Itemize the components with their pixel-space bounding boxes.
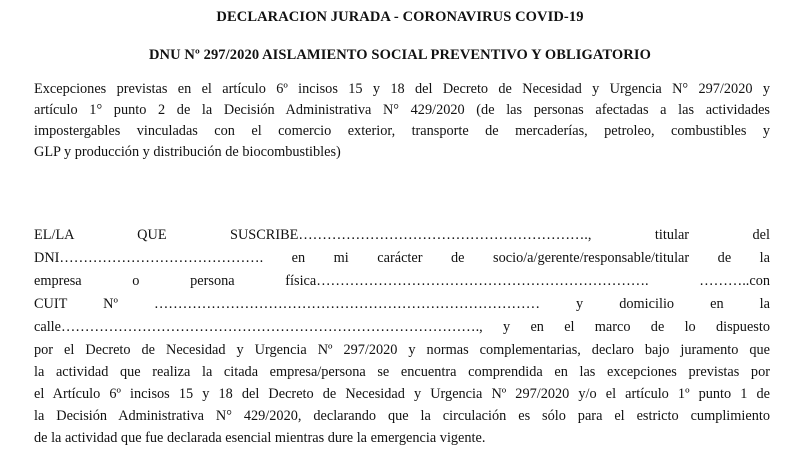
exceptions-paragraph (34, 79, 770, 163)
form-line: la actividad que realiza la citada empresa/persona se encuentra comprendida en las excepciones previstas por (34, 364, 770, 380)
form-line: la Decisión Administrativa N° 429/2020, declarando que la circulación es sólo para el estricto cumplimiento (34, 408, 770, 424)
document-title: DECLARACION JURADA - CORONAVIRUS COVID-19 (216, 9, 584, 25)
form-line: por el Decreto de Necesidad y Urgencia Nº 297/2020 y normas complementarias, declaro bajo juramento que (34, 342, 770, 358)
form-line: de la actividad que fue declarada esencial mientras dure la emergencia vigente. (34, 430, 486, 446)
intro-line: Excepciones previstas en el artículo 6º incisos 15 y 18 del Decreto de Necesidad y Urgencia N° 297/2020 y (34, 81, 770, 97)
form-line-signer: EL/LA QUE SUSCRIBE……………………………………………………., titular del (34, 227, 770, 243)
form-line-cuit: CUIT Nº ……………………………………………………………………… y domicilio en la (34, 296, 770, 312)
form-line-company: empresa o persona física……………………………………………………………. ………..con (34, 273, 770, 289)
form-line-street: calle……………………………………………………………………………., y en el marco de lo dispuesto (34, 319, 770, 335)
form-line-dni: DNI……………………………………. en mi carácter de socio/a/gerente/responsable/titular de la (34, 250, 770, 266)
intro-line: GLP y producción y distribución de biocombustibles) (34, 144, 341, 160)
document-subtitle: DNU Nº 297/2020 AISLAMIENTO SOCIAL PREVENTIVO Y OBLIGATORIO (148, 47, 651, 63)
form-line: el Artículo 6º incisos 15 y 18 del Decreto de Necesidad y Urgencia Nº 297/2020 y/o el artículo 1º punto 1 de (34, 386, 770, 402)
intro-line: impostergables vinculadas con el comercio exterior, transporte de mercaderías, petroleo, combustibles y (34, 123, 770, 139)
declaration-form-paragraph (34, 224, 770, 449)
intro-line: artículo 1° punto 2 de la Decisión Administrativa N° 429/2020 (de las personas afectadas a las actividades (34, 102, 770, 118)
